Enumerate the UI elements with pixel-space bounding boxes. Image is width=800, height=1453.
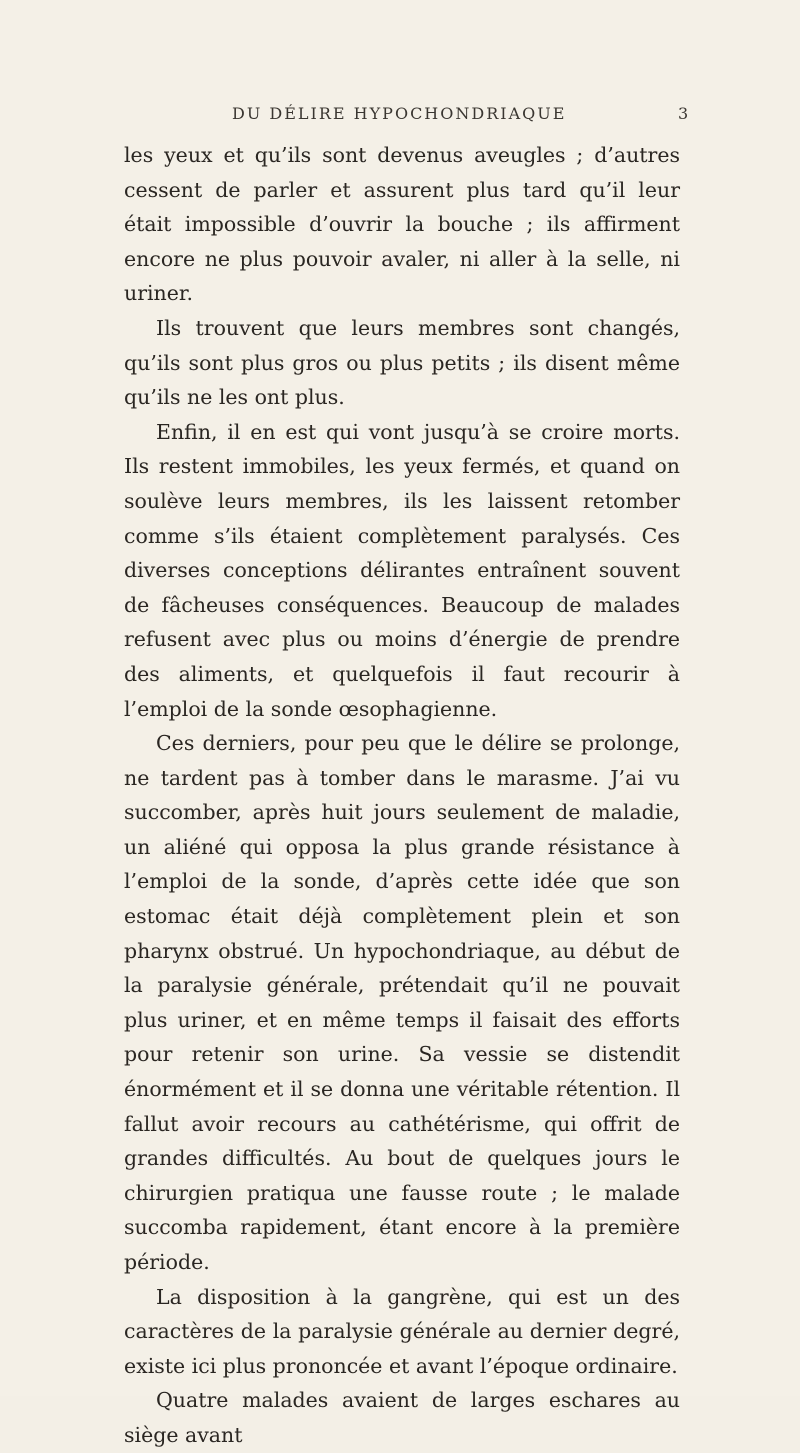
running-head-title: DU DÉLIRE HYPOCHONDRIAQUE (232, 104, 567, 123)
paragraph-gangrene: La disposition à la gangrène, qui est un des caractères de la paralysie générale au dernier degré, existe ici plus prononcée et avant l’époque ordinaire. (124, 1284, 680, 1378)
paragraph-eschars: Quatre malades avaient de larges eschares au siège avant (124, 1388, 680, 1447)
paragraph-marasmus: Ces derniers, pour peu que le délire se prolonge, ne tardent pas à tomber dans le marasme. J’ai vu succomber, après huit jours seulement de maladie, un aliéné qui opposa la plus grande résistance à l’emploi de la sonde, d’après cette idée que son estomac était déjà complètement plein et son pharynx obstrué. Un hypochondriaque, au début de la paralysie générale, prétendait qu’il ne pouvait plus uriner, et en même temps il faisait des efforts pour retenir son urine. Sa vessie se distendit énormément et il se donna une véritable rétention. Il fallut avoir recours au cathétérisme, qui offrit de grandes difficultés. Au bout de quelques jours le chirurgien pratiqua une fausse route ; le malade succomba rapidement, étant encore à la première période. (124, 731, 680, 1274)
paragraph-believe-dead: Enfin, il en est qui vont jusqu’à se croire morts. Ils restent immobiles, les yeux fermés, et quand on soulève leurs membres, ils les laissent retomber comme s’ils étaient complètement paralysés. Ces diverses conceptions délirantes entraînent souvent de fâcheuses conséquences. Beaucoup de malades refusent avec plus ou moins d’énergie de prendre des aliments, et quelquefois il faut recourir à l’emploi de la sonde œsophagienne. (124, 419, 680, 721)
paragraph-members-changed: Ils trouvent que leurs membres sont changés, qu’ils sont plus gros ou plus petits ; ils disent même qu’ils ne les ont plus. (124, 315, 680, 410)
running-head (0, 104, 800, 128)
page-number: 3 (678, 104, 691, 123)
body-text (124, 138, 680, 1453)
paragraph-continuation: les yeux et qu’ils sont devenus aveugles ; d’autres cessent de parler et assurent plus tard qu’il leur était impossible d’ouvrir la bouche ; ils affirment encore ne plus pouvoir avaler, ni aller à la selle, ni uriner. (124, 143, 680, 306)
